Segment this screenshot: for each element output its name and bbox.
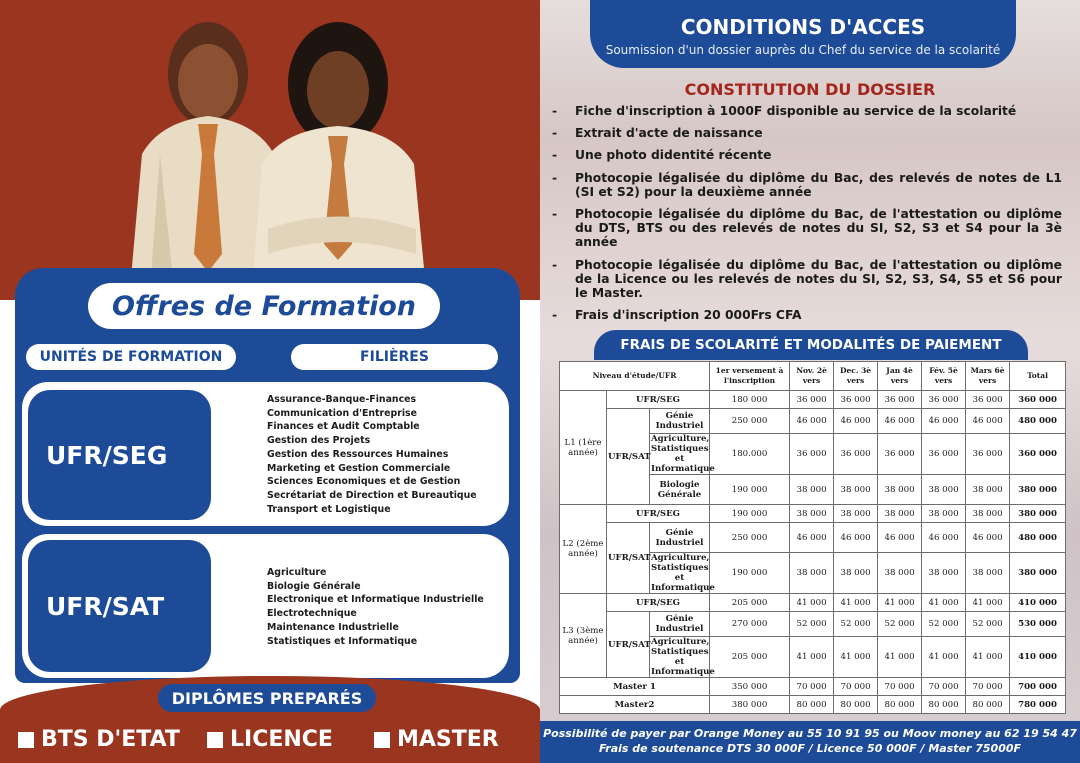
value-cell: 38 000 [966, 475, 1010, 505]
filiere-item: Assurance-Banque-Finances [267, 394, 417, 405]
filiere-item: Gestion des Projets [267, 435, 371, 447]
diploma-master [374, 727, 499, 752]
table-row [560, 523, 1066, 553]
filiere-item: Secrétariat de Direction et Bureautique [267, 489, 477, 501]
value-cell: 70 000 [878, 678, 922, 696]
level-cell: L3 (3ème année) [560, 594, 607, 678]
table-row [560, 678, 1066, 696]
diploma-label: LICENCE [230, 727, 333, 752]
header-niveau: Niveau d'étude/UFR [560, 362, 710, 391]
value-cell: 70 000 [922, 678, 966, 696]
requirement-text: Fiche d'inscription à 1000F disponible au service de la scolarité [575, 104, 1017, 118]
value-cell: 80 000 [790, 696, 834, 714]
value-cell: 80 000 [834, 696, 878, 714]
requirements-list [552, 104, 1062, 330]
value-cell: 38 000 [878, 505, 922, 523]
header-premier: 1er versement à l'inscription [710, 362, 790, 391]
ufr-seg-card [22, 382, 509, 526]
value-cell: 36 000 [878, 391, 922, 409]
value-cell: 36 000 [922, 434, 966, 475]
payment-line-2: Frais de soutenance DTS 30 000F / Licence 50 000F / Master 75000F [598, 742, 1022, 755]
requirement-text: Photocopie légalisée du diplôme du Bac, de l'attestation ou diplôme du DTS, BTS ou des relevés de notes du SI, S2, S3 et S4 pour la 3è année [575, 207, 1062, 250]
filiere-cell: Agriculture, Statistiques et Informatique [651, 434, 715, 474]
total-cell: 700 000 [1010, 678, 1066, 696]
diploma-label: BTS D'ETAT [41, 727, 180, 752]
header-mars: Mars 6è vers [966, 362, 1010, 391]
value-cell: 46 000 [790, 523, 834, 553]
filiere-item: Statistiques et Informatique [267, 635, 418, 647]
value-cell: 38 000 [878, 553, 922, 594]
table-row [560, 612, 1066, 637]
dash-bullet-icon: - [552, 207, 558, 222]
ufr-cell: UFR/SAT [607, 523, 650, 594]
total-cell: 780 000 [1010, 696, 1066, 714]
total-cell: 360 000 [1010, 434, 1066, 475]
diploma-licence [207, 727, 333, 752]
value-cell: 190 000 [710, 475, 790, 505]
ufr-cell: UFR/SEG [607, 391, 710, 409]
value-cell: 38 000 [834, 505, 878, 523]
requirement-text: Photocopie légalisée du diplôme du Bac, des relevés de notes de L1 (SI et S2) pour la deuxième année [575, 170, 1062, 199]
square-bullet-icon [18, 732, 34, 748]
value-cell: 250 000 [710, 409, 790, 434]
requirement-item [552, 171, 1062, 199]
header-jan: Jan 4è vers [878, 362, 922, 391]
students-photo [90, 4, 450, 289]
filiere-item: Maintenance Industrielle [267, 621, 399, 633]
value-cell: 205 000 [710, 594, 790, 612]
filiere-item: Sciences Economiques et de Gestion [267, 476, 461, 488]
right-panel [540, 0, 1080, 763]
value-cell: 70 000 [790, 678, 834, 696]
ufr-sat-filieres [267, 566, 484, 648]
value-cell: 36 000 [922, 391, 966, 409]
filieres-label: FILIÈRES [291, 344, 498, 370]
ufr-cell: UFR/SEG [607, 594, 710, 612]
value-cell: 38 000 [878, 475, 922, 505]
constitution-title: CONSTITUTION DU DOSSIER [684, 80, 936, 99]
value-cell: 80 000 [966, 696, 1010, 714]
dash-bullet-icon: - [552, 308, 558, 323]
unites-label: UNITÉS DE FORMATION [26, 344, 236, 370]
value-cell: 38 000 [790, 505, 834, 523]
filiere-item: Biologie Générale [267, 580, 361, 592]
value-cell: 41 000 [834, 637, 878, 678]
payment-info [540, 721, 1080, 763]
filiere-item: Electronique et Informatique Industrielle [267, 594, 484, 606]
value-cell: 36 000 [966, 434, 1010, 475]
filiere-cell: Agriculture, Statistiques et Informatique [651, 553, 715, 593]
value-cell: 205 000 [710, 637, 790, 678]
value-cell: 46 000 [834, 409, 878, 434]
value-cell: 46 000 [966, 523, 1010, 553]
filiere-cell: Génie Industriel [650, 612, 710, 637]
value-cell: 250 000 [710, 523, 790, 553]
ufr-seg-filieres [267, 393, 477, 516]
value-cell: 38 000 [922, 475, 966, 505]
value-cell: 41 000 [922, 637, 966, 678]
value-cell: 190 000 [710, 553, 790, 594]
value-cell: 36 000 [790, 434, 834, 475]
value-cell: 52 000 [966, 612, 1010, 637]
header-total: Total [1010, 362, 1066, 391]
value-cell: 41 000 [966, 594, 1010, 612]
value-cell: 80 000 [878, 696, 922, 714]
ufr-cell: UFR/SAT [607, 409, 650, 505]
square-bullet-icon [374, 732, 390, 748]
value-cell: 46 000 [922, 409, 966, 434]
header-nov: Nov. 2è vers [790, 362, 834, 391]
level-cell: Master2 [560, 696, 710, 714]
requirement-text: Photocopie légalisée du diplôme du Bac, de l'attestation ou diplôme de la Licence ou les relevés de notes du SI, S2, S3, S4, S5 et S6 pour le Master. [575, 257, 1062, 301]
filiere-item: Electrotechnique [267, 608, 357, 620]
filiere-item: Finances et Audit Comptable [267, 421, 420, 433]
value-cell: 52 000 [922, 612, 966, 637]
offres-title: Offres de Formation [88, 283, 440, 329]
value-cell: 36 000 [834, 391, 878, 409]
value-cell: 70 000 [834, 678, 878, 696]
value-cell: 38 000 [922, 505, 966, 523]
value-cell: 46 000 [878, 523, 922, 553]
value-cell: 41 000 [790, 594, 834, 612]
diplomes-title: DIPLÔMES PREPARÉS [158, 684, 376, 712]
value-cell: 180 000 [710, 391, 790, 409]
header-fev: Fév. 5è vers [922, 362, 966, 391]
square-bullet-icon [207, 732, 223, 748]
value-cell: 36 000 [834, 434, 878, 475]
value-cell: 38 000 [966, 553, 1010, 594]
conditions-title: CONDITIONS D'ACCES [680, 15, 926, 39]
value-cell: 41 000 [966, 637, 1010, 678]
value-cell: 38 000 [790, 553, 834, 594]
level-cell: Master 1 [560, 678, 710, 696]
total-cell: 480 000 [1010, 409, 1066, 434]
value-cell: 38 000 [790, 475, 834, 505]
dash-bullet-icon: - [552, 126, 558, 141]
value-cell: 41 000 [878, 637, 922, 678]
value-cell: 52 000 [878, 612, 922, 637]
filiere-cell: Agriculture, Statistiques et Informatique [651, 637, 715, 677]
requirement-item [552, 258, 1062, 301]
requirement-text: Une photo didentité récente [575, 148, 772, 163]
value-cell: 46 000 [966, 409, 1010, 434]
table-row [560, 409, 1066, 434]
value-cell: 41 000 [878, 594, 922, 612]
diploma-label: MASTER [397, 727, 499, 752]
value-cell: 36 000 [790, 391, 834, 409]
value-cell: 38 000 [922, 553, 966, 594]
value-cell: 41 000 [834, 594, 878, 612]
value-cell: 80 000 [922, 696, 966, 714]
total-cell: 530 000 [1010, 612, 1066, 637]
frais-title: FRAIS DE SCOLARITÉ ET MODALITÉS DE PAIEMENT [594, 330, 1028, 360]
table-row [560, 505, 1066, 523]
value-cell: 70 000 [966, 678, 1010, 696]
requirement-item [552, 148, 1062, 162]
ufr-cell: UFR/SEG [607, 505, 710, 523]
filiere-cell: Génie Industriel [650, 409, 710, 434]
dash-bullet-icon: - [552, 257, 558, 272]
value-cell: 46 000 [922, 523, 966, 553]
total-cell: 380 000 [1010, 505, 1066, 523]
value-cell: 52 000 [834, 612, 878, 637]
filiere-cell: Génie Industriel [650, 523, 710, 553]
total-cell: 410 000 [1010, 637, 1066, 678]
diploma-bts [18, 727, 180, 752]
table-header-row [560, 362, 1066, 391]
dash-bullet-icon: - [552, 170, 558, 185]
fee-table [559, 361, 1066, 714]
table-row [560, 696, 1066, 714]
filiere-item: Transport et Logistique [267, 503, 391, 515]
requirement-text: Extrait d'acte de naissance [575, 126, 763, 141]
value-cell: 190 000 [710, 505, 790, 523]
value-cell: 52 000 [790, 612, 834, 637]
filiere-cell: Biologie Générale [650, 475, 710, 505]
filiere-item: Marketing et Gestion Commerciale [267, 462, 451, 474]
ufr-sat-label: UFR/SAT [28, 540, 211, 672]
requirement-item [552, 104, 1062, 118]
dash-bullet-icon: - [552, 148, 558, 163]
value-cell: 350 000 [710, 678, 790, 696]
total-cell: 480 000 [1010, 523, 1066, 553]
value-cell: 36 000 [966, 391, 1010, 409]
value-cell: 46 000 [790, 409, 834, 434]
ufr-seg-label: UFR/SEG [28, 390, 211, 520]
value-cell: 38 000 [966, 505, 1010, 523]
value-cell: 38 000 [834, 475, 878, 505]
table-row [560, 391, 1066, 409]
dash-bullet-icon: - [552, 104, 558, 118]
total-cell: 380 000 [1010, 475, 1066, 505]
value-cell: 38 000 [834, 553, 878, 594]
total-cell: 380 000 [1010, 553, 1066, 594]
value-cell: 46 000 [834, 523, 878, 553]
value-cell: 36 000 [878, 434, 922, 475]
ufr-sat-card [22, 534, 509, 678]
conditions-box [590, 0, 1016, 68]
ufr-cell: UFR/SAT [607, 612, 650, 678]
payment-line-1: Possibilité de payer par Orange Money au 55 10 91 95 ou Moov money au 62 19 54 47 [543, 727, 1077, 740]
value-cell: 41 000 [922, 594, 966, 612]
total-cell: 410 000 [1010, 594, 1066, 612]
level-cell: L1 (1ère année) [560, 391, 607, 505]
filiere-item: Gestion des Ressources Humaines [267, 448, 449, 460]
value-cell: 380 000 [710, 696, 790, 714]
requirement-text: Frais d'inscription 20 000Frs CFA [575, 308, 802, 323]
total-cell: 360 000 [1010, 391, 1066, 409]
filiere-item: Agriculture [267, 567, 327, 578]
header-dec: Dec. 3è vers [834, 362, 878, 391]
level-cell: L2 (2ème année) [560, 505, 607, 594]
filiere-item: Communication d'Entreprise [267, 407, 417, 419]
conditions-subtitle: Soumission d'un dossier auprès du Chef du service de la scolarité [605, 43, 1001, 57]
requirement-item [552, 308, 1062, 322]
requirement-item [552, 126, 1062, 140]
value-cell: 46 000 [878, 409, 922, 434]
requirement-item [552, 207, 1062, 250]
value-cell: 41 000 [790, 637, 834, 678]
table-row [560, 594, 1066, 612]
value-cell: 180.000 [710, 434, 790, 475]
value-cell: 270 000 [710, 612, 790, 637]
